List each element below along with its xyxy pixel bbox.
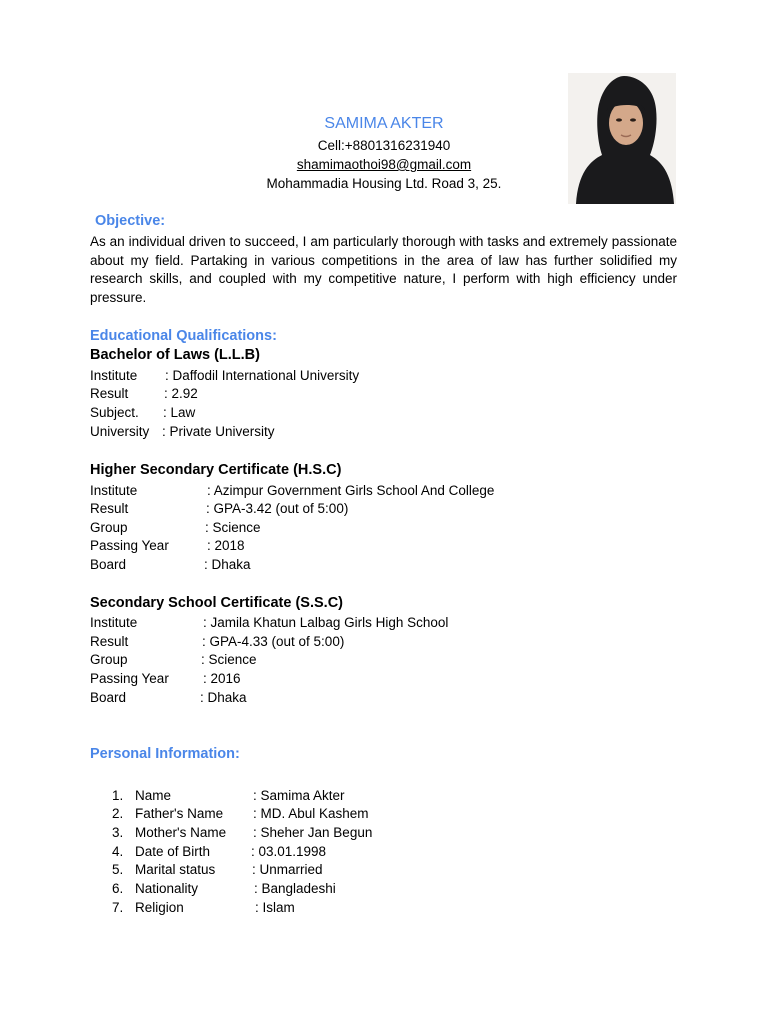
list-label: Father's Name — [135, 806, 224, 821]
row-value: : Law — [163, 405, 196, 420]
list-number: 3. — [112, 825, 124, 840]
list-value: : Bangladeshi — [254, 881, 336, 896]
row-value: : Jamila Khatun Lalbag Girls High School — [203, 615, 449, 630]
list-label: Nationality — [135, 881, 199, 896]
row-label: Board — [90, 557, 127, 572]
list-value: : MD. Abul Kashem — [253, 806, 369, 821]
row-label: Group — [90, 520, 128, 535]
row-value: : Dhaka — [200, 690, 247, 705]
row-value: : Science — [201, 652, 257, 667]
list-item — [0, 787, 768, 805]
list-value: : 03.01.1998 — [251, 844, 327, 859]
education-heading: Educational Qualifications: — [90, 328, 277, 344]
row-value: : 2.92 — [164, 386, 198, 401]
list-label: Religion — [135, 900, 184, 915]
list-number: 5. — [112, 862, 124, 877]
row-value: : GPA-4.33 (out of 5:00) — [202, 634, 345, 649]
list-number: 2. — [112, 806, 124, 821]
llb-title: Bachelor of Laws (L.L.B) — [90, 347, 260, 363]
objective-text: As an individual driven to succeed, I am particularly thorough with tasks and extremely passionate about my field. Partaking in various competitions in the area of law has further solidified my research skills, and coupled with my competitive nature, I perform with high efficiency under pressure. — [90, 234, 677, 306]
email-link[interactable]: shamimaothoi98@gmail.com — [296, 157, 472, 172]
row-label: Institute — [90, 483, 138, 498]
list-item — [0, 843, 768, 861]
profile-photo — [568, 73, 676, 204]
list-label: Name — [135, 788, 172, 803]
list-item — [0, 880, 768, 898]
row-label: University — [90, 424, 150, 439]
row-value: : Private University — [162, 424, 275, 439]
list-value: : Sheher Jan Begun — [253, 825, 373, 840]
row-label: Result — [90, 386, 129, 401]
list-number: 6. — [112, 881, 124, 896]
personal-heading: Personal Information: — [90, 746, 240, 762]
row-value: : GPA-3.42 (out of 5:00) — [206, 501, 349, 516]
list-item — [0, 861, 768, 879]
row-label: Board — [90, 690, 127, 705]
list-number: 1. — [112, 788, 124, 803]
row-value: : Daffodil International University — [165, 368, 360, 383]
ssc-title: Secondary School Certificate (S.S.C) — [90, 595, 344, 611]
row-label: Subject. — [90, 405, 139, 420]
list-item — [0, 824, 768, 842]
row-label: Group — [90, 652, 128, 667]
row-value: : Science — [205, 520, 261, 535]
list-item — [0, 805, 768, 823]
row-label: Result — [90, 501, 129, 516]
cell-number: Cell:+8801316231940 — [317, 138, 451, 153]
list-value: : Samima Akter — [253, 788, 345, 803]
row-label: Institute — [90, 368, 138, 383]
row-value: : 2018 — [207, 538, 245, 553]
row-value: : 2016 — [203, 671, 241, 686]
address: Mohammadia Housing Ltd. Road 3, 25. — [266, 176, 502, 191]
objective-heading: Objective: — [95, 213, 166, 229]
list-label: Marital status — [135, 862, 216, 877]
list-number: 7. — [112, 900, 124, 915]
list-label: Mother's Name — [135, 825, 227, 840]
list-number: 4. — [112, 844, 124, 859]
list-value: : Islam — [255, 900, 295, 915]
resume-name: SAMIMA AKTER — [324, 115, 444, 132]
row-value: : Azimpur Government Girls School And College — [207, 483, 495, 498]
row-label: Institute — [90, 615, 138, 630]
list-value: : Unmarried — [252, 862, 323, 877]
list-item — [0, 899, 768, 917]
list-label: Date of Birth — [135, 844, 211, 859]
row-label: Result — [90, 634, 129, 649]
row-label: Passing Year — [90, 671, 169, 686]
hsc-title: Higher Secondary Certificate (H.S.C) — [90, 462, 342, 478]
row-value: : Dhaka — [204, 557, 251, 572]
row-label: Passing Year — [90, 538, 169, 553]
